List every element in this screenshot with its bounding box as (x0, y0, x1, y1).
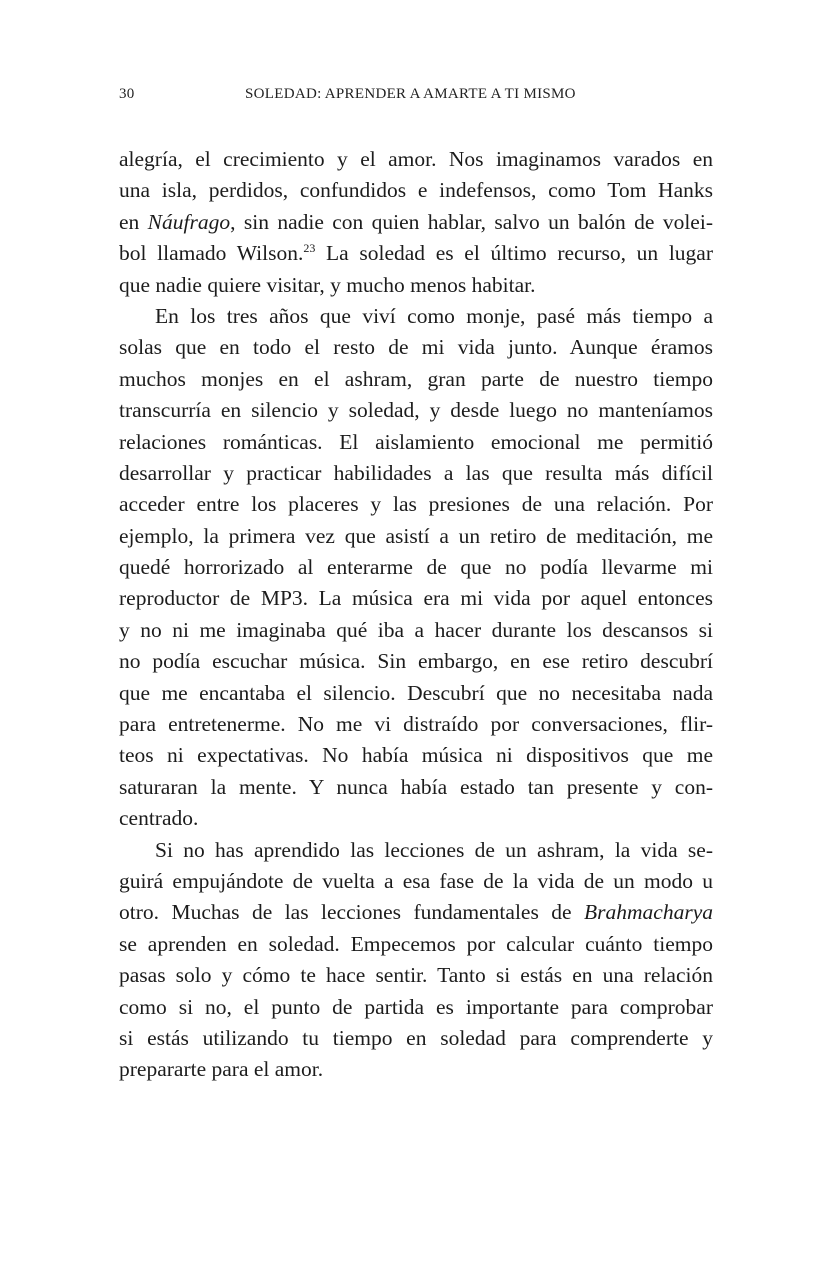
paragraph (119, 144, 713, 301)
text-line: quedé horrorizado al enterarme de que no podía llevarme mi (119, 555, 713, 580)
body-text (119, 144, 713, 1086)
text-line: y no ni me imaginaba qué iba a hacer durante los descansos si (119, 617, 713, 642)
text-line: saturaran la mente. Y nunca había estado tan presente y con- (119, 774, 713, 799)
italic-title: Brahmacharya (584, 900, 713, 925)
text-line: no podía escuchar música. Sin embargo, en ese retiro descubrí (119, 649, 713, 674)
text-line: muchos monjes en el ashram, gran parte de nuestro tiempo (119, 366, 713, 391)
text-line: En los tres años que viví como monje, pasé más tiempo a (155, 303, 713, 328)
paragraph (119, 835, 713, 1086)
text-line: otro. Muchas de las lecciones fundamentales de Brahmacharya (119, 900, 713, 925)
text-line: se aprenden en soledad. Empecemos por calcular cuánto tiempo (119, 931, 713, 956)
text-line: si estás utilizando tu tiempo en soledad para comprenderte y (119, 1025, 713, 1050)
running-title: SOLEDAD: APRENDER A AMARTE A TI MISMO (245, 86, 576, 102)
text-line: bol llamado Wilson.$^{23}$ La soledad es el último recurso, un lugar (119, 241, 713, 266)
italic-title: Náufrago (147, 209, 231, 234)
text-line: como si no, el punto de partida es importante para comprobar (119, 994, 713, 1019)
text-line: alegría, el crecimiento y el amor. Nos imaginamos varados en (119, 147, 713, 171)
text-line: reproductor de MP3. La música era mi vida por aquel entonces (119, 586, 713, 611)
text-line: guirá empujándote de vuelta a esa fase de la vida de un modo u (119, 868, 713, 893)
running-header (119, 86, 713, 110)
text-line: para entretenerme. No me vi distraído por conversaciones, flir- (119, 712, 713, 737)
text-line: prepararte para el amor. (119, 1057, 324, 1082)
text-line: transcurría en silencio y soledad, y desde luego no manteníamos (119, 398, 713, 423)
text-line: teos ni expectativas. No había música ni dispositivos que me (119, 743, 713, 768)
text-line: una isla, perdidos, confundidos e indefensos, como Tom Hanks (119, 178, 713, 203)
text-line: Si no has aprendido las lecciones de un ashram, la vida se- (155, 837, 713, 862)
footnote-reference: 23 (303, 241, 316, 256)
text-line: centrado. (119, 806, 199, 831)
text-line: que nadie quiere visitar, y mucho menos habitar. (119, 272, 536, 297)
text-line: ejemplo, la primera vez que asistí a un retiro de meditación, me (119, 523, 713, 548)
paragraph (119, 301, 713, 835)
text-line: desarrollar y practicar habilidades a las que resulta más difícil (119, 460, 713, 485)
text-line: en Náufrago, sin nadie con quien hablar, salvo un balón de volei- (119, 209, 713, 234)
text-line: relaciones románticas. El aislamiento emocional me permitió (119, 429, 713, 454)
page-number: 30 (119, 86, 135, 102)
text-line: solas que en todo el resto de mi vida junto. Aunque éramos (119, 335, 713, 360)
text-line: que me encantaba el silencio. Descubrí que no necesitaba nada (119, 680, 713, 705)
text-line: acceder entre los placeres y las presiones de una relación. Por (119, 492, 713, 517)
text-line: pasas solo y cómo te hace sentir. Tanto si estás en una relación (119, 963, 713, 988)
